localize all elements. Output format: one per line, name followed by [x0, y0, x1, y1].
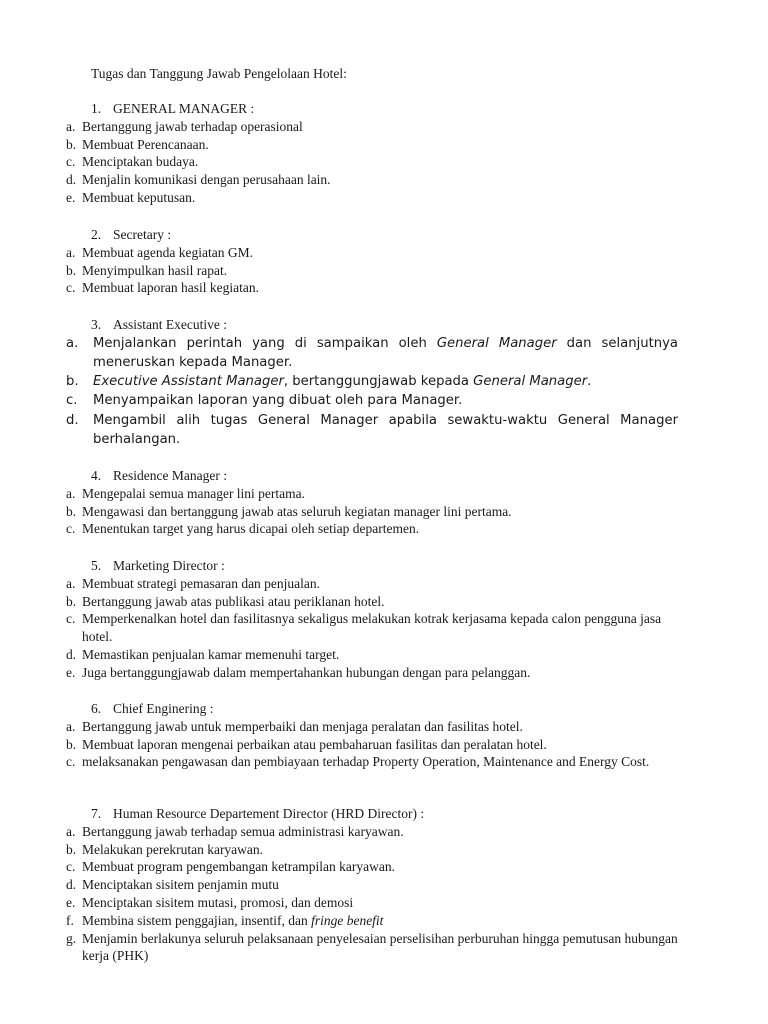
section-heading: 4. Residence Manager : [91, 468, 227, 483]
list-item: c. Membuat laporan hasil kegiatan. [66, 280, 259, 296]
list-item: b. Membuat laporan mengenai perbaikan atau pembaharuan fasilitas dan peralatan hotel. [66, 736, 547, 752]
section-assistant-executive [66, 316, 678, 449]
list-item: d. Menjalin komunikasi dengan perusahaan lain. [66, 172, 331, 188]
list-item: b. Melakukan perekrutan karyawan. [66, 841, 264, 857]
section-heading: 3. Assistant Executive : [91, 317, 227, 332]
list-item: a. Mengepalai semua manager lini pertama. [66, 485, 306, 501]
list-item: a. Menjalankan perintah yang di sampaikan oleh General Manager dan selanjutnya meneruskan kepada Manager. [66, 335, 679, 370]
section-hrd-director [66, 805, 678, 965]
section-marketing-director [66, 557, 678, 682]
list-item: b. Membuat Perencanaan. [66, 136, 209, 152]
list-item: c. Menentukan target yang harus dicapai oleh setiap departemen. [66, 521, 420, 537]
section-general-manager [66, 100, 678, 207]
section-heading: 1. GENERAL MANAGER : [91, 101, 255, 116]
list-item: c. melaksanakan pengawasan dan pembiayaan terhadap Property Operation, Maintenance and Energy Cost. [66, 754, 650, 770]
list-item: a. Bertanggung jawab terhadap semua administrasi karyawan. [66, 823, 404, 839]
document-title: Tugas dan Tanggung Jawab Pengelolaan Hotel: [91, 66, 347, 81]
section-residence-manager [66, 467, 678, 538]
list-item: c. Menciptakan budaya. [66, 154, 199, 170]
list-item: b. Executive Assistant Manager, bertanggungjawab kepada General Manager. [66, 374, 592, 390]
section-heading: 6. Chief Enginering : [91, 701, 214, 716]
section-chief-enginering [66, 700, 678, 771]
section-heading: 7. Human Resource Departement Director (HRD Director) : [91, 806, 425, 821]
section-heading: 2. Secretary : [91, 227, 172, 242]
list-item: e. Menciptakan sisitem mutasi, promosi, dan demosi [66, 894, 354, 910]
section-secretary [66, 226, 678, 297]
list-item: f. Membina sistem penggajian, insentif, dan fringe benefit [66, 912, 384, 928]
list-item: d. Memastikan penjualan kamar memenuhi target. [66, 646, 340, 662]
list-item: e. Membuat keputusan. [66, 189, 196, 205]
list-item: b. Bertanggung jawab atas publikasi atau periklanan hotel. [66, 593, 385, 609]
list-item: b. Mengawasi dan bertanggung jawab atas seluruh kegiatan manager lini pertama. [66, 503, 512, 519]
list-item: a. Bertanggung jawab untuk memperbaiki dan menjaga peralatan dan fasilitas hotel. [66, 718, 523, 734]
list-item: c. Memperkenalkan hotel dan fasilitasnya sekaligus melakukan kotrak kerjasama kepada calon pengguna jasa hotel. [66, 611, 662, 645]
list-item: g. Menjamin berlakunya seluruh pelaksanaan penyelesaian perselisihan perburuhan hingga pemutusan hubungan kerja (PHK) [66, 930, 678, 964]
list-item: c. Membuat program pengembangan ketrampilan karyawan. [66, 859, 396, 875]
list-item: d. Mengambil alih tugas General Manager apabila sewaktu-waktu General Manager berhalangan. [66, 412, 678, 447]
list-item: e. Juga bertanggungjawab dalam mempertahankan hubungan dengan para pelanggan. [66, 664, 531, 680]
list-item: c. Menyampaikan laporan yang dibuat oleh para Manager. [66, 393, 463, 409]
list-item: b. Menyimpulkan hasil rapat. [66, 262, 228, 278]
list-item: a. Membuat agenda kegiatan GM. [66, 244, 253, 260]
list-item: a. Bertanggung jawab terhadap operasional [66, 118, 303, 134]
section-heading: 5. Marketing Director : [91, 558, 225, 573]
list-item: a. Membuat strategi pemasaran dan penjualan. [66, 575, 321, 591]
list-item: d. Menciptakan sisitem penjamin mutu [66, 877, 279, 893]
